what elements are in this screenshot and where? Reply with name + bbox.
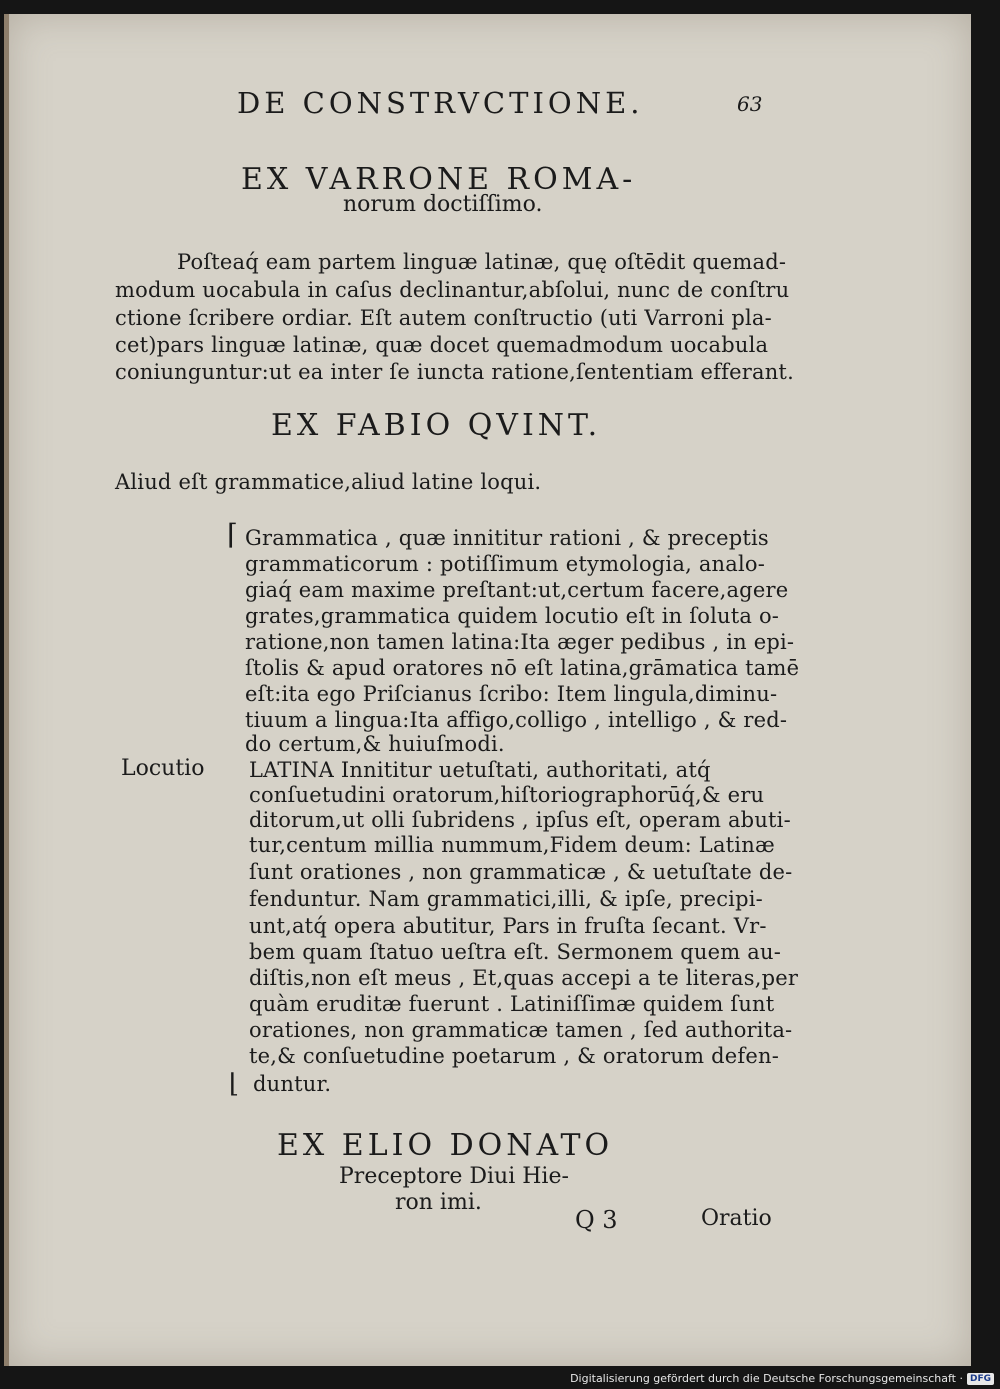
text-line: ſtolis & apud oratores nō eſt latina,grāmatica tamē bbox=[245, 656, 800, 680]
heading-donato-line2: Preceptore Diui Hie- bbox=[339, 1164, 569, 1189]
text-line: modum uocabula in caſus declinantur,abſolui, nunc de conſtru bbox=[115, 278, 790, 302]
text-line: do certum,& huiuſmodi. bbox=[245, 732, 505, 756]
book-page bbox=[4, 14, 971, 1366]
text-line: Poſteaq́ eam partem linguæ latinæ, quę oſtēdit quemad- bbox=[177, 250, 787, 274]
text-line: cet)pars linguæ latinæ, quæ docet quemadmodum uocabula bbox=[115, 333, 769, 357]
bracket-bottom: ⌊ bbox=[229, 1069, 240, 1099]
text-line: coniunguntur:ut ea inter ſe iuncta ratione,ſententiam efferant. bbox=[115, 360, 794, 384]
running-head: DE CONSTRVCTIONE. bbox=[237, 86, 644, 120]
text-line: duntur. bbox=[253, 1072, 332, 1096]
text-line: quàm eruditæ fuerunt . Latiniſſimæ quidem ſunt bbox=[249, 992, 775, 1016]
text-line: ſunt orationes , non grammaticæ , & uetuſtate de- bbox=[249, 860, 793, 884]
text-line: bem quam ſtatuo ueſtra eſt. Sermonem quem au- bbox=[249, 940, 782, 964]
heading-quintilian: EX FABIO QVINT. bbox=[271, 408, 602, 443]
text-line: eſt:ita ego Priſcianus ſcribo: Item lingula,diminu- bbox=[245, 682, 778, 706]
text-line: grates,grammatica quidem locutio eſt in ſoluta o- bbox=[245, 604, 780, 628]
text-line: orationes, non grammaticæ tamen , ſed authorita- bbox=[249, 1018, 793, 1042]
text-line: grammaticorum : potiſſimum etymologia, analo- bbox=[245, 552, 766, 576]
page-number: 63 bbox=[737, 92, 763, 116]
heading-varrone-line1: EX VARRONE ROMA- bbox=[241, 162, 637, 197]
text-line: Grammatica , quæ innititur rationi , & preceptis bbox=[245, 526, 769, 550]
text-line: tur,centum millia nummum,Fidem deum: Latinæ bbox=[249, 833, 775, 857]
heading-donato-line3: ron imi. bbox=[395, 1190, 482, 1215]
text-line: unt,atq́ opera abutitur, Pars in fruſta ſecant. Vr- bbox=[249, 914, 767, 938]
heading-donato-line1: EX ELIO DONATO bbox=[277, 1128, 614, 1163]
text-line: diſtis,non eſt meus , Et,quas accepi a te literas,per bbox=[249, 966, 799, 990]
text-line: ctione ſcribere ordiar. Eſt autem conſtructio (uti Varroni pla- bbox=[115, 306, 772, 330]
text-line: conſuetudini oratorum,hiſtoriographorūq́,& eru bbox=[249, 783, 765, 807]
catchword: Oratio bbox=[701, 1206, 772, 1231]
text-line: giaq́ eam maxime preſtant:ut,certum facere,agere bbox=[245, 578, 789, 602]
text-line: LATINA Innititur uetuſtati, authoritati, atq́ bbox=[249, 758, 711, 782]
text-line: te,& conſuetudine poetarum , & oratorum defen- bbox=[249, 1044, 779, 1068]
text-line: tiuum a lingua:Ita affigo,colligo , intelligo , & red- bbox=[245, 708, 788, 732]
signature-mark: Q 3 bbox=[575, 1206, 618, 1234]
text-aliud: Aliud eſt grammatice,aliud latine loqui. bbox=[115, 470, 542, 494]
digitization-credit bbox=[570, 1372, 994, 1385]
dfg-logo-icon: DFG bbox=[967, 1373, 994, 1385]
text-line: ditorum,ut olli ſubridens , ipſus eſt, operam abuti- bbox=[249, 808, 791, 832]
bracket-top: ⌈ bbox=[227, 518, 238, 551]
heading-varrone-line2: norum doctiſſimo. bbox=[343, 192, 543, 217]
text-line: ratione,non tamen latina:Ita æger pedibus , in epi- bbox=[245, 630, 795, 654]
text-line: fenduntur. Nam grammatici,illi, & ipſe, precipi- bbox=[249, 887, 763, 911]
margin-note-locutio: Locutio bbox=[121, 756, 205, 781]
credit-text: Digitalisierung gefördert durch die Deutsche Forschungsgemeinschaft · bbox=[570, 1372, 963, 1385]
